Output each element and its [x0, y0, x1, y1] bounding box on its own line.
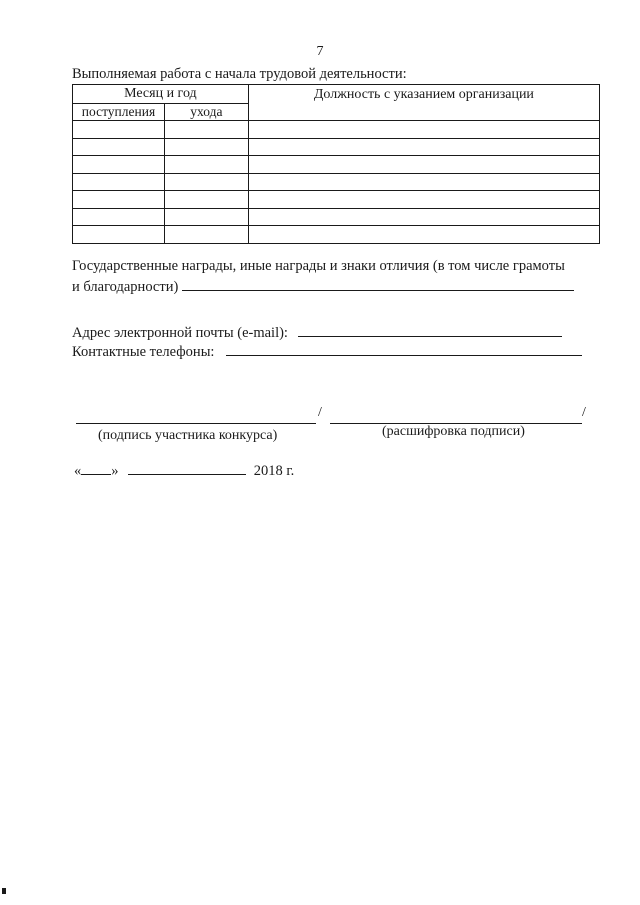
- phone-row: [72, 341, 582, 361]
- table-row: [73, 173, 600, 191]
- table-row: [73, 191, 600, 209]
- signature-decoding-caption: (расшифровка подписи): [382, 424, 525, 439]
- work-section-title-text: Выполняемая работа с начала трудовой деятельности:: [72, 66, 407, 82]
- cell-start[interactable]: [73, 226, 165, 244]
- cell-end[interactable]: [164, 156, 248, 174]
- cell-end[interactable]: [164, 121, 248, 139]
- cell-start[interactable]: [73, 121, 165, 139]
- table-row: [73, 121, 600, 139]
- email-field[interactable]: [298, 322, 562, 337]
- cell-position[interactable]: [248, 156, 599, 174]
- phone-label: Контактные телефоны:: [72, 344, 215, 360]
- table-row: [73, 138, 600, 156]
- cell-end[interactable]: [164, 173, 248, 191]
- table-header-row: [73, 85, 600, 104]
- date-day-field[interactable]: [81, 461, 111, 475]
- date-year: 2018 г.: [253, 463, 295, 479]
- date-close-quote: »: [111, 463, 119, 479]
- cell-position[interactable]: [248, 173, 599, 191]
- cell-start[interactable]: [73, 191, 165, 209]
- table-row: [73, 226, 600, 244]
- signature-decoding-line[interactable]: [330, 411, 582, 424]
- scan-mark: [2, 888, 6, 894]
- page-number: 7: [316, 44, 324, 59]
- cell-position[interactable]: [248, 138, 599, 156]
- cell-position[interactable]: [248, 208, 599, 226]
- signature-line[interactable]: [76, 411, 316, 424]
- cell-end[interactable]: [164, 226, 248, 244]
- date-row: [74, 461, 294, 480]
- signature-separator: /: [318, 405, 322, 420]
- cell-start[interactable]: [73, 173, 165, 191]
- signature-decoding-separator: /: [582, 405, 586, 420]
- table-row: [73, 156, 600, 174]
- cell-start[interactable]: [73, 138, 165, 156]
- header-start: поступления: [73, 104, 165, 121]
- date-open-quote: «: [74, 463, 82, 479]
- phone-field[interactable]: [226, 341, 582, 356]
- header-month-year: Месяц и год: [73, 85, 249, 104]
- awards-fill-line[interactable]: [182, 276, 574, 291]
- cell-end[interactable]: [164, 191, 248, 209]
- header-end: ухода: [164, 104, 248, 121]
- cell-start[interactable]: [73, 156, 165, 174]
- cell-position[interactable]: [248, 121, 599, 139]
- cell-start[interactable]: [73, 208, 165, 226]
- cell-end[interactable]: [164, 208, 248, 226]
- awards-block: [72, 256, 600, 297]
- cell-end[interactable]: [164, 138, 248, 156]
- awards-line-1: Государственные награды, иные награды и знаки отличия (в том числе грамоты: [72, 258, 565, 274]
- table-row: [73, 208, 600, 226]
- date-month-field[interactable]: [128, 461, 246, 475]
- cell-position[interactable]: [248, 191, 599, 209]
- signature-caption: (подпись участника конкурса): [98, 428, 278, 443]
- awards-line-2-row: [72, 276, 600, 297]
- awards-line-2: и благодарности): [72, 279, 179, 295]
- email-row: [72, 322, 562, 342]
- email-label: Адрес электронной почты (e-mail):: [72, 325, 288, 341]
- work-section-title: [72, 66, 407, 83]
- work-history-table: [72, 84, 600, 244]
- cell-position[interactable]: [248, 226, 599, 244]
- header-position: Должность с указанием организации: [248, 85, 599, 121]
